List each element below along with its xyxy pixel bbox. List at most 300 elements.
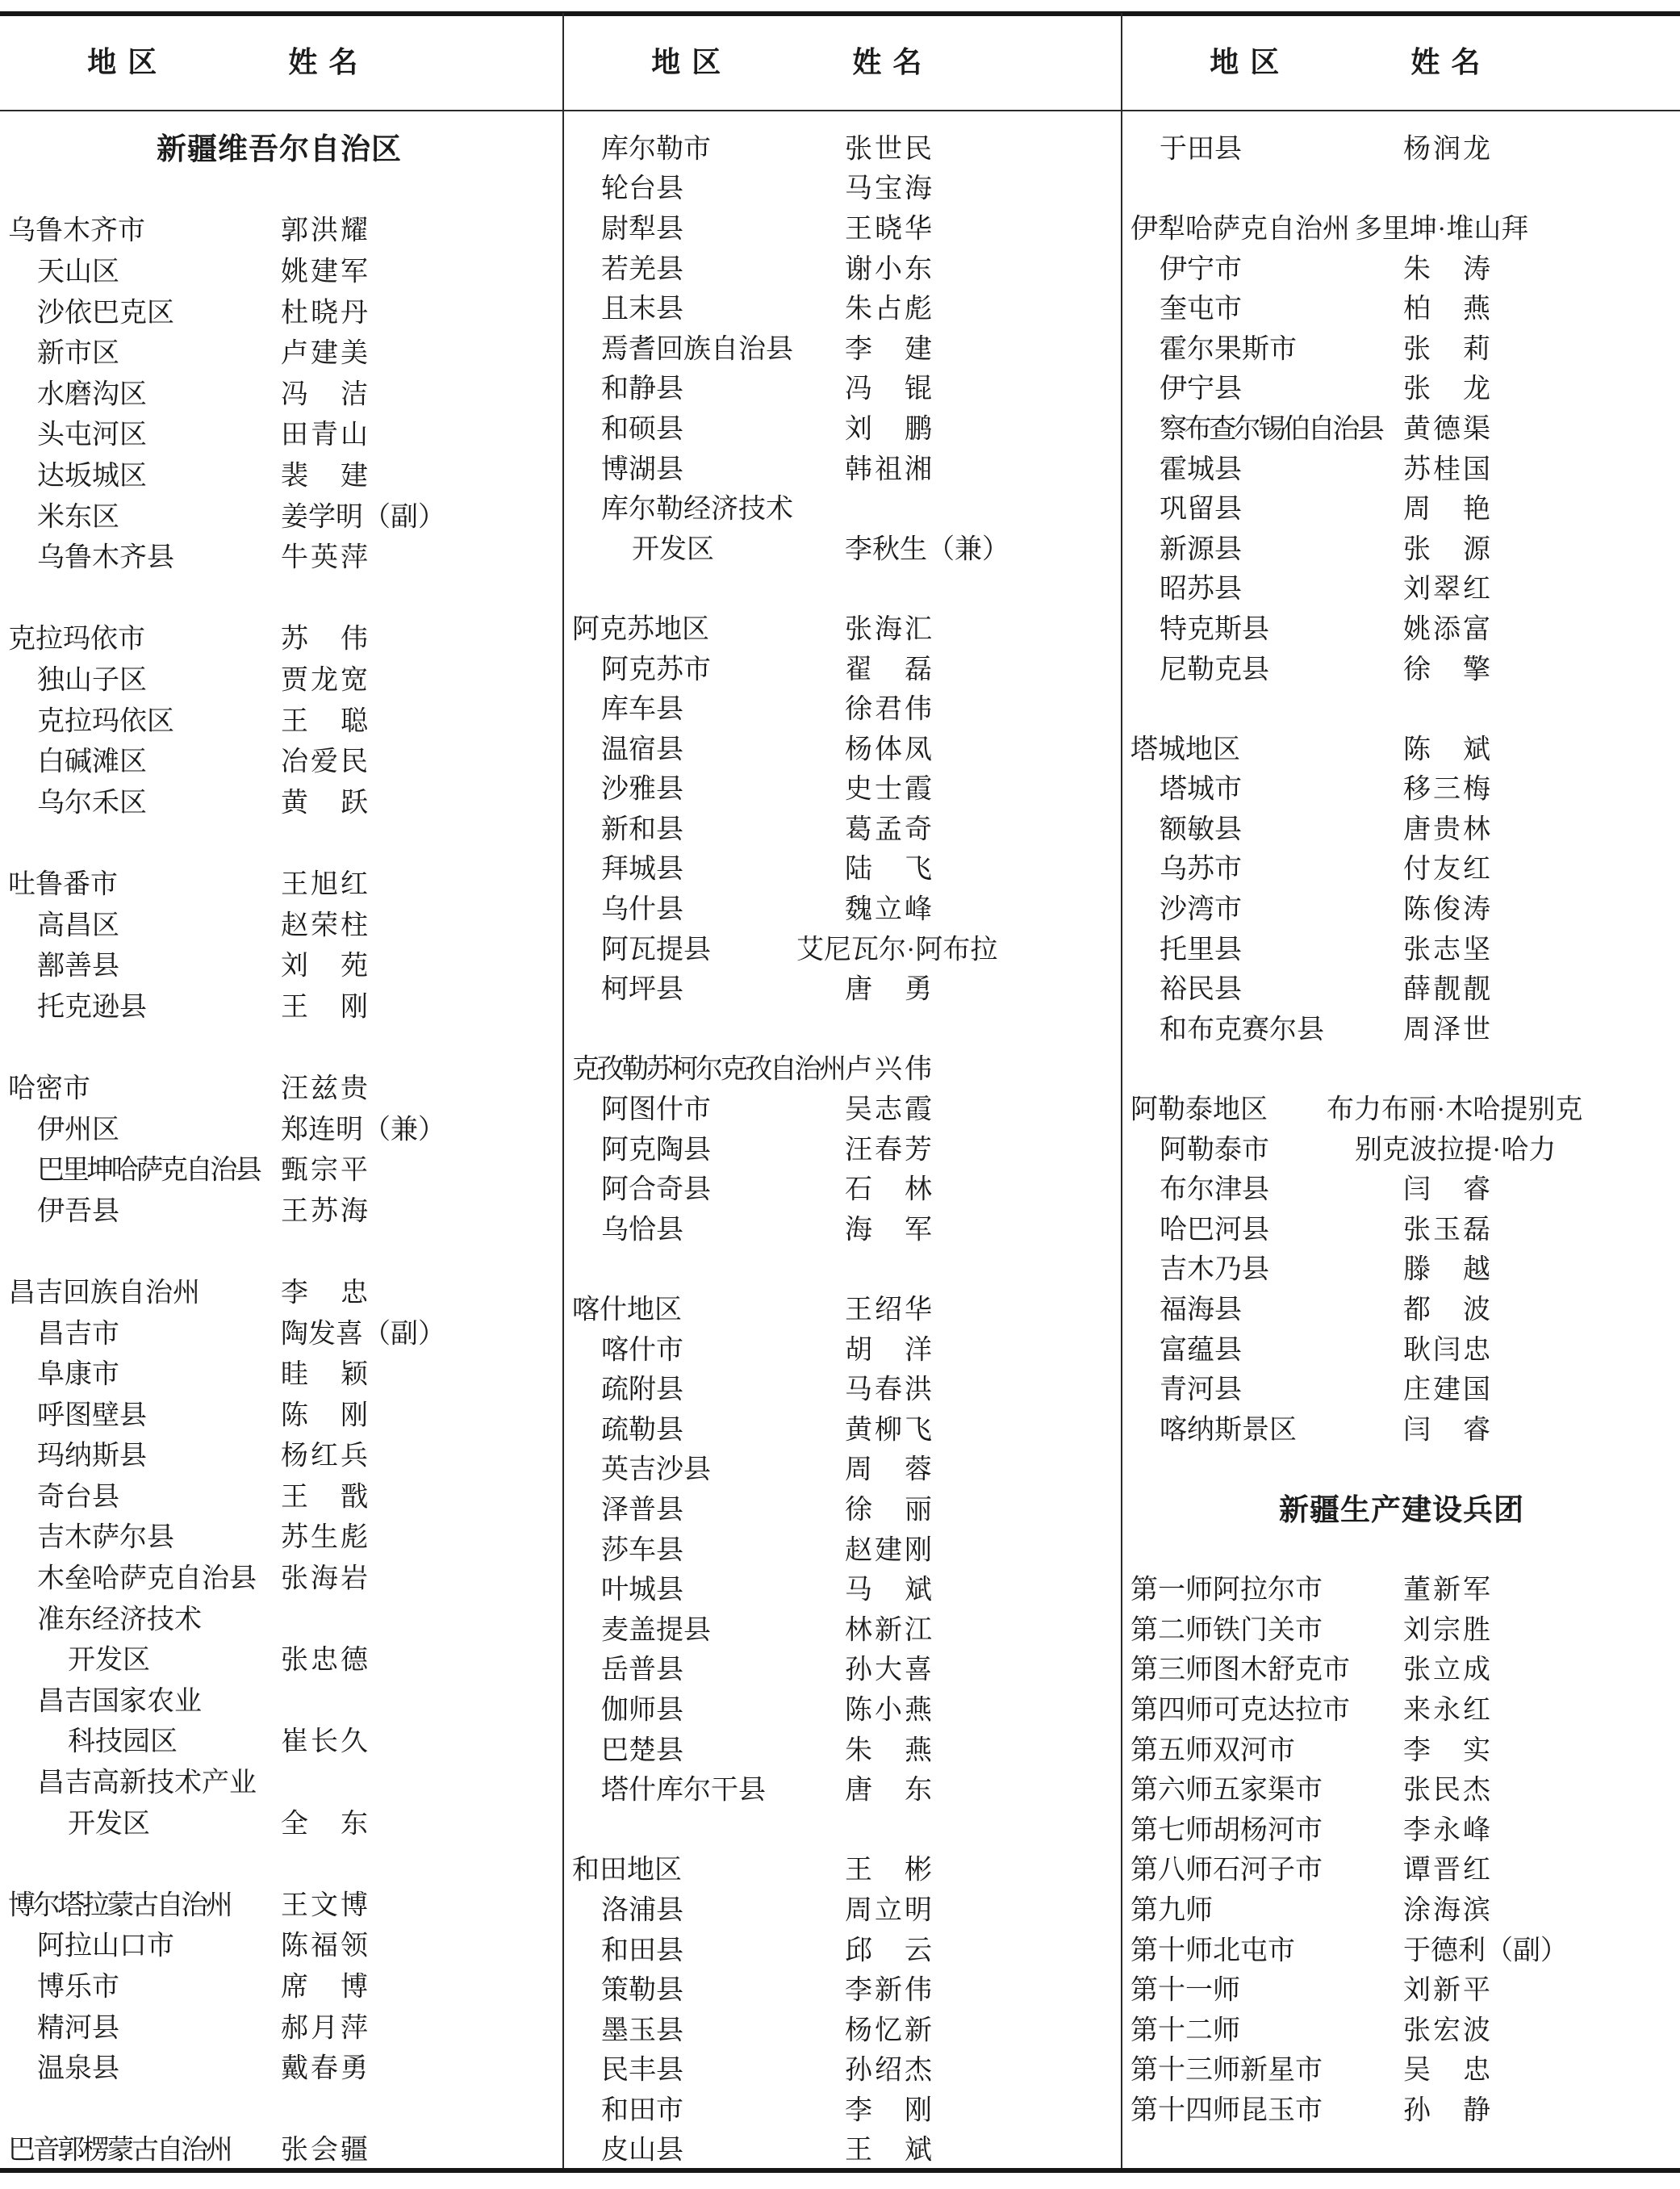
- table-row: [1122, 1927, 1680, 1968]
- name-cell: 滕越: [1403, 1254, 1490, 1285]
- region-cell: 布尔津县: [1160, 1174, 1269, 1205]
- table-row: [564, 126, 1122, 166]
- name-cell: 郭洪耀: [281, 216, 368, 246]
- region-cell: 昭苏县: [1160, 574, 1242, 605]
- name-cell: 刘翠红: [1403, 574, 1490, 605]
- name-cell: 移三梅: [1403, 774, 1490, 805]
- name-cell: 史士霞: [845, 774, 932, 805]
- region-cell: 民丰县: [601, 2055, 683, 2086]
- table-row: [0, 1392, 558, 1433]
- name-cell: 赵建刚: [845, 1535, 932, 1566]
- table-row: [1122, 1086, 1680, 1127]
- table-row: [564, 647, 1122, 687]
- region-cell: 阿图什市: [601, 1094, 711, 1125]
- region-cell: 巴里坤哈萨克自治县: [37, 1155, 260, 1186]
- name-cell: 付友红: [1403, 854, 1490, 885]
- region-cell: 沙依巴克区: [37, 298, 174, 329]
- name-cell: 王晓华: [845, 214, 932, 245]
- spacer-row: [564, 1807, 1122, 1848]
- region-cell: 准东经济技术: [37, 1605, 202, 1635]
- region-cell: 沙湾市: [1160, 894, 1242, 925]
- name-cell: 柏燕: [1403, 294, 1490, 324]
- table-row: [564, 1927, 1122, 1968]
- name-cell: 庄建国: [1403, 1375, 1490, 1405]
- table-row: [1122, 2007, 1680, 2048]
- region-cell: 第十一师: [1130, 1975, 1240, 2006]
- name-cell: 姚添富: [1403, 614, 1490, 645]
- region-cell: 水磨沟区: [37, 379, 147, 410]
- name-cell: 刘苑: [281, 951, 368, 981]
- spacer-row: [0, 1841, 558, 1882]
- spacer-row: [564, 1247, 1122, 1287]
- name-cell: 汪春芳: [845, 1135, 932, 1166]
- table-row: [0, 2045, 558, 2086]
- table-row: [1122, 326, 1680, 366]
- region-cell: 巴音郭楞蒙古自治州: [8, 2135, 231, 2166]
- name-cell: 王苏海: [281, 1196, 368, 1227]
- region-cell: 尉犁县: [601, 214, 683, 245]
- region-cell: 裕民县: [1160, 974, 1242, 1005]
- spacer-row: [1122, 166, 1680, 207]
- name-cell: 张世民: [845, 134, 932, 165]
- table-row: [0, 902, 558, 943]
- name-cell: 王聪: [281, 706, 368, 737]
- region-cell: 第一师阿拉尔市: [1130, 1575, 1323, 1605]
- table-row: [564, 1487, 1122, 1527]
- table-row: [0, 1106, 558, 1147]
- name-cell: 牛英萍: [281, 542, 368, 573]
- region-cell: 且末县: [601, 294, 683, 324]
- table-row: [0, 697, 558, 739]
- table-row: [0, 861, 558, 902]
- table-row: [1122, 606, 1680, 647]
- name-cell: 海军: [845, 1215, 932, 1245]
- table-row: [564, 486, 1122, 526]
- region-cell: 阿拉山口市: [37, 1931, 174, 1961]
- spacer-row: [0, 1228, 558, 1270]
- table-row: [1122, 726, 1680, 767]
- table-row: [1122, 1967, 1680, 2007]
- name-cell: 马斌: [845, 1575, 932, 1605]
- region-cell: 呼图壁县: [37, 1400, 147, 1431]
- region-cell: 达坂城区: [37, 461, 147, 492]
- table-row: [1122, 1327, 1680, 1367]
- region-column-header: 地 区: [87, 44, 159, 78]
- name-cell: 全东: [281, 1809, 368, 1840]
- region-cell: 博乐市: [37, 1972, 119, 2003]
- table-row: [1122, 806, 1680, 847]
- region-cell: 阿瓦提县: [601, 935, 711, 965]
- table-row: [564, 366, 1122, 407]
- name-cell: 郝月萍: [281, 2013, 368, 2044]
- region-cell: 乌鲁木齐县: [37, 542, 174, 573]
- region-cell: 策勒县: [601, 1975, 683, 2006]
- roster-rows: [564, 126, 1122, 2167]
- name-cell: 闫睿: [1403, 1174, 1490, 1205]
- region-cell: 巴楚县: [601, 1735, 683, 1766]
- table-row: [0, 412, 558, 453]
- table-row: [564, 726, 1122, 767]
- table-row: [1122, 1887, 1680, 1927]
- region-cell: 独山子区: [37, 665, 147, 696]
- region-cell: 尼勒克县: [1160, 655, 1269, 685]
- table-row: [0, 1433, 558, 1474]
- name-cell: 陈小燕: [845, 1695, 932, 1726]
- region-cell: 乌尔禾区: [37, 788, 147, 818]
- table-row: [564, 406, 1122, 446]
- region-cell: 精河县: [37, 2013, 119, 2044]
- table-row: [0, 1760, 558, 1801]
- region-cell: 奇台县: [37, 1482, 119, 1513]
- name-cell: 黄跃: [281, 788, 368, 818]
- table-row: [564, 806, 1122, 847]
- region-cell: 喀什市: [601, 1335, 683, 1366]
- table-row: [564, 286, 1122, 326]
- name-cell: 吴忠: [1403, 2055, 1490, 2086]
- region-cell: 和田市: [601, 2095, 683, 2126]
- name-cell: 张民杰: [1403, 1775, 1490, 1806]
- region-cell: 阿克陶县: [601, 1135, 711, 1166]
- region-cell: 福海县: [1160, 1295, 1242, 1325]
- spacer-row: [1122, 686, 1680, 726]
- region-cell: 第四师可克达拉市: [1130, 1695, 1350, 1726]
- table-row: [564, 1848, 1122, 1888]
- table-row: [564, 2128, 1122, 2168]
- table-row: [1122, 1407, 1680, 1447]
- name-cell: 甄宗平: [281, 1155, 368, 1186]
- name-cell: 姚建军: [281, 257, 368, 287]
- table-row: [1122, 406, 1680, 446]
- table-row: [0, 1718, 558, 1760]
- table-row: [0, 1964, 558, 2005]
- table-row: [0, 1147, 558, 1188]
- table-row: [0, 1310, 558, 1351]
- table-row: [564, 927, 1122, 967]
- name-cell: 魏立峰: [845, 894, 932, 925]
- region-cell: 和硕县: [601, 414, 683, 445]
- table-row: [564, 206, 1122, 246]
- table-row: [564, 1607, 1122, 1647]
- table-row: [1122, 1127, 1680, 1167]
- name-cell: 张海岩: [281, 1563, 368, 1594]
- region-cell: 喀纳斯景区: [1160, 1415, 1297, 1446]
- table-row: [564, 2048, 1122, 2088]
- region-cell: 托里县: [1160, 935, 1242, 965]
- name-cell: 李刚: [845, 2095, 932, 2126]
- name-cell: 翟磊: [845, 655, 932, 685]
- table-row: [564, 847, 1122, 887]
- table-row: [564, 1887, 1122, 1927]
- region-cell: 昌吉高新技术产业: [37, 1768, 257, 1798]
- name-cell: 黄德渠: [1403, 414, 1490, 445]
- table-row: [564, 1127, 1122, 1167]
- spacer-row: [0, 576, 558, 617]
- table-row: [1122, 1367, 1680, 1407]
- roster-column-1: [0, 0, 558, 2189]
- region-cell: 于田县: [1160, 134, 1242, 165]
- name-cell: 周蓉: [845, 1454, 932, 1485]
- table-row: [0, 2127, 558, 2168]
- name-cell: 唐勇: [845, 974, 932, 1005]
- name-cell: 陈刚: [281, 1400, 368, 1431]
- table-row: [564, 1727, 1122, 1768]
- region-cell: 第十三师新星市: [1130, 2055, 1323, 2086]
- name-cell: 都波: [1403, 1295, 1490, 1325]
- table-row: [564, 166, 1122, 207]
- region-cell: 叶城县: [601, 1575, 683, 1605]
- name-cell: 张宏波: [1403, 2015, 1490, 2046]
- table-row: [564, 606, 1122, 647]
- table-row: [1122, 1807, 1680, 1848]
- name-cell: 朱燕: [845, 1735, 932, 1766]
- region-cell: 温泉县: [37, 2053, 119, 2084]
- region-cell: 哈巴河县: [1160, 1215, 1269, 1245]
- region-cell: 乌什县: [601, 894, 683, 925]
- name-cell: 谭晋红: [1403, 1855, 1490, 1886]
- name-cell: 田青山: [281, 420, 368, 450]
- name-cell: 王戬: [281, 1482, 368, 1513]
- roster-rows: [0, 126, 558, 2168]
- region-cell: 第三师图木舒克市: [1130, 1655, 1350, 1685]
- name-cell: 冯洁: [281, 379, 368, 410]
- table-row: [0, 943, 558, 984]
- region-cell: 阿勒泰市: [1160, 1135, 1269, 1166]
- name-column-header: 姓 名: [288, 44, 360, 78]
- region-cell: 吐鲁番市: [8, 869, 118, 900]
- region-cell: 克孜勒苏柯尔克孜自治州: [572, 1054, 844, 1085]
- table-row: [564, 2087, 1122, 2128]
- section-title: 新疆生产建设兵团: [1279, 1492, 1524, 1526]
- name-cell: 汪兹贵: [281, 1074, 368, 1104]
- table-row: [564, 1047, 1122, 1087]
- region-cell: 伊吾县: [37, 1196, 119, 1227]
- spacer-row: [564, 567, 1122, 607]
- table-row: [564, 1447, 1122, 1488]
- column-header: [564, 36, 1122, 84]
- region-column-header: 地 区: [1210, 44, 1281, 78]
- table-row: [564, 2007, 1122, 2048]
- name-cell: 苏伟: [281, 624, 368, 655]
- name-cell: 王旭红: [281, 869, 368, 900]
- name-cell: 张会疆: [281, 2135, 368, 2166]
- table-row: [1122, 1247, 1680, 1287]
- table-row: [0, 534, 558, 576]
- name-cell: 陆飞: [845, 854, 932, 885]
- table-row: [0, 616, 558, 657]
- table-row: [0, 739, 558, 780]
- region-cell: 莎车县: [601, 1535, 683, 1566]
- spacer-row: [0, 2086, 558, 2128]
- name-cell: 刘鹏: [845, 414, 932, 445]
- name-cell: 周艳: [1403, 494, 1490, 525]
- name-cell: 马春洪: [845, 1375, 932, 1405]
- spacer-row: [0, 167, 558, 208]
- region-cell: 第十四师昆玉市: [1130, 2095, 1323, 2126]
- table-row: [1122, 1647, 1680, 1688]
- name-cell: 马宝海: [845, 174, 932, 204]
- name-cell: 孙大喜: [845, 1655, 932, 1685]
- region-cell: 塔什库尔干县: [601, 1775, 766, 1806]
- region-cell: 疏附县: [601, 1375, 683, 1405]
- region-cell: 喀什地区: [572, 1295, 682, 1325]
- table-row: [564, 526, 1122, 567]
- table-row: [1122, 446, 1680, 487]
- table-row: [0, 780, 558, 821]
- name-cell: 韩祖湘: [845, 454, 932, 485]
- region-cell: 和田县: [601, 1936, 683, 1966]
- name-cell: 冶爱民: [281, 747, 368, 777]
- region-cell: 轮台县: [601, 174, 683, 204]
- section-heading: [1122, 1487, 1680, 1527]
- table-row: [1122, 1848, 1680, 1888]
- table-row: [564, 686, 1122, 726]
- region-cell: 克拉玛依区: [37, 706, 174, 737]
- region-cell: 英吉沙县: [601, 1454, 711, 1485]
- region-cell: 伊州区: [37, 1115, 119, 1145]
- region-cell: 高昌区: [37, 910, 119, 941]
- name-cell: 于德利（副）: [1403, 1936, 1568, 1966]
- name-cell: 别克波拉提·哈力: [1355, 1135, 1557, 1166]
- name-cell: 李永峰: [1403, 1815, 1490, 1846]
- region-cell: 昌吉国家农业: [37, 1686, 202, 1717]
- name-cell: 杨红兵: [281, 1441, 368, 1471]
- table-row: [1122, 847, 1680, 887]
- region-cell: 富蕴县: [1160, 1335, 1242, 1366]
- region-cell: 洛浦县: [601, 1895, 683, 1926]
- table-row: [1122, 1687, 1680, 1727]
- name-cell: 戴春勇: [281, 2053, 368, 2084]
- region-cell: 第五师双河市: [1130, 1735, 1295, 1766]
- name-cell: 徐君伟: [845, 694, 932, 725]
- name-cell: 王绍华: [845, 1295, 932, 1325]
- table-row: [564, 1287, 1122, 1327]
- table-row: [0, 1351, 558, 1392]
- name-cell: 张莉: [1403, 334, 1490, 365]
- region-cell: 白碱滩区: [37, 747, 147, 777]
- name-cell: 王彬: [845, 1855, 932, 1886]
- name-cell: 唐东: [845, 1775, 932, 1806]
- table-row: [564, 1967, 1122, 2007]
- region-cell: 伊宁市: [1160, 254, 1242, 285]
- region-cell: 第二师铁门关市: [1130, 1615, 1323, 1646]
- name-cell: 裴建: [281, 461, 368, 492]
- spacer-row: [0, 820, 558, 861]
- table-row: [1122, 2087, 1680, 2128]
- region-cell: 吉木萨尔县: [37, 1522, 174, 1553]
- table-row: [564, 1327, 1122, 1367]
- name-cell: 卢建美: [281, 338, 368, 369]
- table-row: [564, 1527, 1122, 1567]
- table-row: [0, 371, 558, 412]
- name-cell: 邱云: [845, 1936, 932, 1966]
- roster-rows: [1122, 126, 1680, 2128]
- name-cell: 艾尼瓦尔·阿布拉: [796, 935, 998, 965]
- region-cell: 库尔勒市: [601, 134, 711, 165]
- region-cell: 疏勒县: [601, 1415, 683, 1446]
- table-row: [1122, 286, 1680, 326]
- region-cell: 新市区: [37, 338, 119, 369]
- table-row: [0, 1637, 558, 1678]
- name-cell: 布力布丽·木哈提别克: [1327, 1094, 1583, 1125]
- table-row: [564, 1086, 1122, 1127]
- region-cell: 和布克赛尔县: [1160, 1015, 1324, 1045]
- name-cell: 周立明: [845, 1895, 932, 1926]
- spacer-row: [564, 1007, 1122, 1047]
- name-cell: 张玉磊: [1403, 1215, 1490, 1245]
- table-row: [564, 1207, 1122, 1247]
- name-cell: 姜学明（副）: [281, 502, 445, 533]
- table-row: [1122, 927, 1680, 967]
- name-cell: 张龙: [1403, 374, 1490, 404]
- table-row: [564, 1166, 1122, 1207]
- region-cell: 察布查尔锡伯自治县: [1160, 414, 1382, 445]
- table-row: [1122, 206, 1680, 246]
- name-cell: 刘新平: [1403, 1975, 1490, 2006]
- table-row: [0, 2004, 558, 2045]
- table-row: [1122, 567, 1680, 607]
- region-cell: 巩留县: [1160, 494, 1242, 525]
- table-row: [0, 493, 558, 534]
- name-cell: 吴志霞: [845, 1094, 932, 1125]
- table-row: [1122, 486, 1680, 526]
- table-row: [1122, 966, 1680, 1007]
- region-cell: 开发区: [68, 1645, 150, 1676]
- roster-column-2: [564, 0, 1122, 2189]
- name-cell: 朱占彪: [845, 294, 932, 324]
- table-row: [0, 657, 558, 698]
- table-row: [564, 1687, 1122, 1727]
- table-row: [0, 249, 558, 290]
- table-row: [564, 246, 1122, 287]
- region-cell: 沙雅县: [601, 774, 683, 805]
- name-cell: 徐丽: [845, 1495, 932, 1526]
- name-cell: 张源: [1403, 534, 1490, 565]
- region-cell: 墨玉县: [601, 2015, 683, 2046]
- table-row: [1122, 1287, 1680, 1327]
- table-row: [1122, 1727, 1680, 1768]
- region-cell: 开发区: [68, 1809, 150, 1840]
- region-cell: 第十师北屯市: [1130, 1936, 1295, 1966]
- name-cell: 冯锟: [845, 374, 932, 404]
- table-row: [0, 1270, 558, 1311]
- spacer-row: [1122, 1527, 1680, 1567]
- name-cell: 董新军: [1403, 1575, 1490, 1605]
- table-row: [564, 1567, 1122, 1607]
- name-cell: 李建: [845, 334, 932, 365]
- name-cell: 席博: [281, 1972, 368, 2003]
- region-cell: 额敏县: [1160, 814, 1242, 845]
- region-cell: 焉耆回族自治县: [601, 334, 793, 365]
- name-cell: 李忠: [281, 1278, 368, 1308]
- table-row: [0, 1800, 558, 1841]
- name-cell: 唐贵林: [1403, 814, 1490, 845]
- table-row: [564, 767, 1122, 807]
- name-cell: 石林: [845, 1174, 932, 1205]
- table-row: [564, 886, 1122, 927]
- table-row: [1122, 647, 1680, 687]
- table-row: [564, 1647, 1122, 1688]
- table-row: [0, 453, 558, 494]
- table-row: [0, 1065, 558, 1107]
- table-row: [1122, 526, 1680, 567]
- region-cell: 特克斯县: [1160, 614, 1269, 645]
- table-row: [0, 1555, 558, 1597]
- name-cell: 林新江: [845, 1615, 932, 1646]
- region-cell: 拜城县: [601, 854, 683, 885]
- region-cell: 吉木乃县: [1160, 1254, 1269, 1285]
- name-cell: 王斌: [845, 2135, 932, 2166]
- region-cell: 天山区: [37, 257, 119, 287]
